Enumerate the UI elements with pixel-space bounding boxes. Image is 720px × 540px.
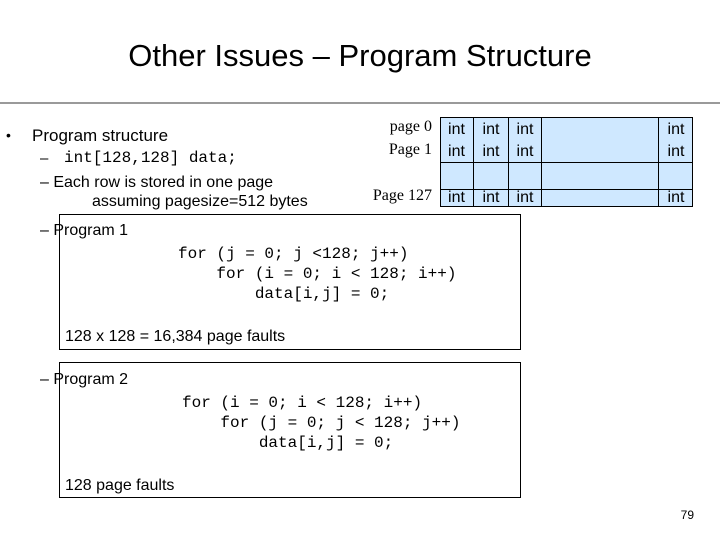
slide-title: Other Issues – Program Structure (128, 38, 592, 73)
table-cell: int (667, 121, 685, 138)
program2-faults: 128 page faults (65, 477, 175, 494)
program1-code-line3: data[i,j] = 0; (178, 285, 390, 303)
table-cell: int (482, 121, 500, 138)
table-cell: int (482, 189, 500, 206)
table-cell: int (448, 143, 465, 160)
bullet-marker: • (6, 127, 11, 143)
row-note-line1: – Each row is stored in one page (40, 174, 274, 191)
program2-code-line2: for (j = 0; j < 128; j++) (182, 414, 461, 432)
row-divider (440, 162, 693, 163)
table-cell: int (667, 189, 685, 206)
page-label-1: Page 1 (388, 141, 432, 158)
program2-code-line3: data[i,j] = 0; (182, 434, 394, 452)
bullet-program-structure: Program structure (32, 126, 169, 145)
program1-faults: 128 x 128 = 16,384 page faults (65, 328, 286, 345)
table-cell: int (516, 121, 534, 138)
page-label-127: Page 127 (372, 187, 432, 204)
row-note-line2: assuming pagesize=512 bytes (92, 193, 308, 210)
table-cell: int (448, 189, 465, 206)
page-number: 79 (680, 508, 694, 522)
table-cell: int (516, 189, 534, 206)
declaration-code: int[128,128] data; (64, 149, 237, 167)
program2-label: – Program 2 (40, 371, 129, 388)
memory-page-table (440, 117, 693, 207)
title-divider (0, 102, 720, 104)
table-cell: int (667, 143, 685, 160)
page-label-0: page 0 (389, 118, 432, 135)
table-cell: int (482, 143, 500, 160)
program2-code-line1: for (i = 0; i < 128; i++) (182, 394, 423, 412)
sub-bullet-dash: – (40, 150, 49, 167)
program1-label: – Program 1 (40, 222, 129, 239)
table-cell: int (448, 121, 465, 138)
table-cell: int (516, 143, 534, 160)
program1-code-line2: for (i = 0; i < 128; i++) (178, 265, 457, 283)
program1-code-line1: for (j = 0; j <128; j++) (178, 245, 409, 263)
